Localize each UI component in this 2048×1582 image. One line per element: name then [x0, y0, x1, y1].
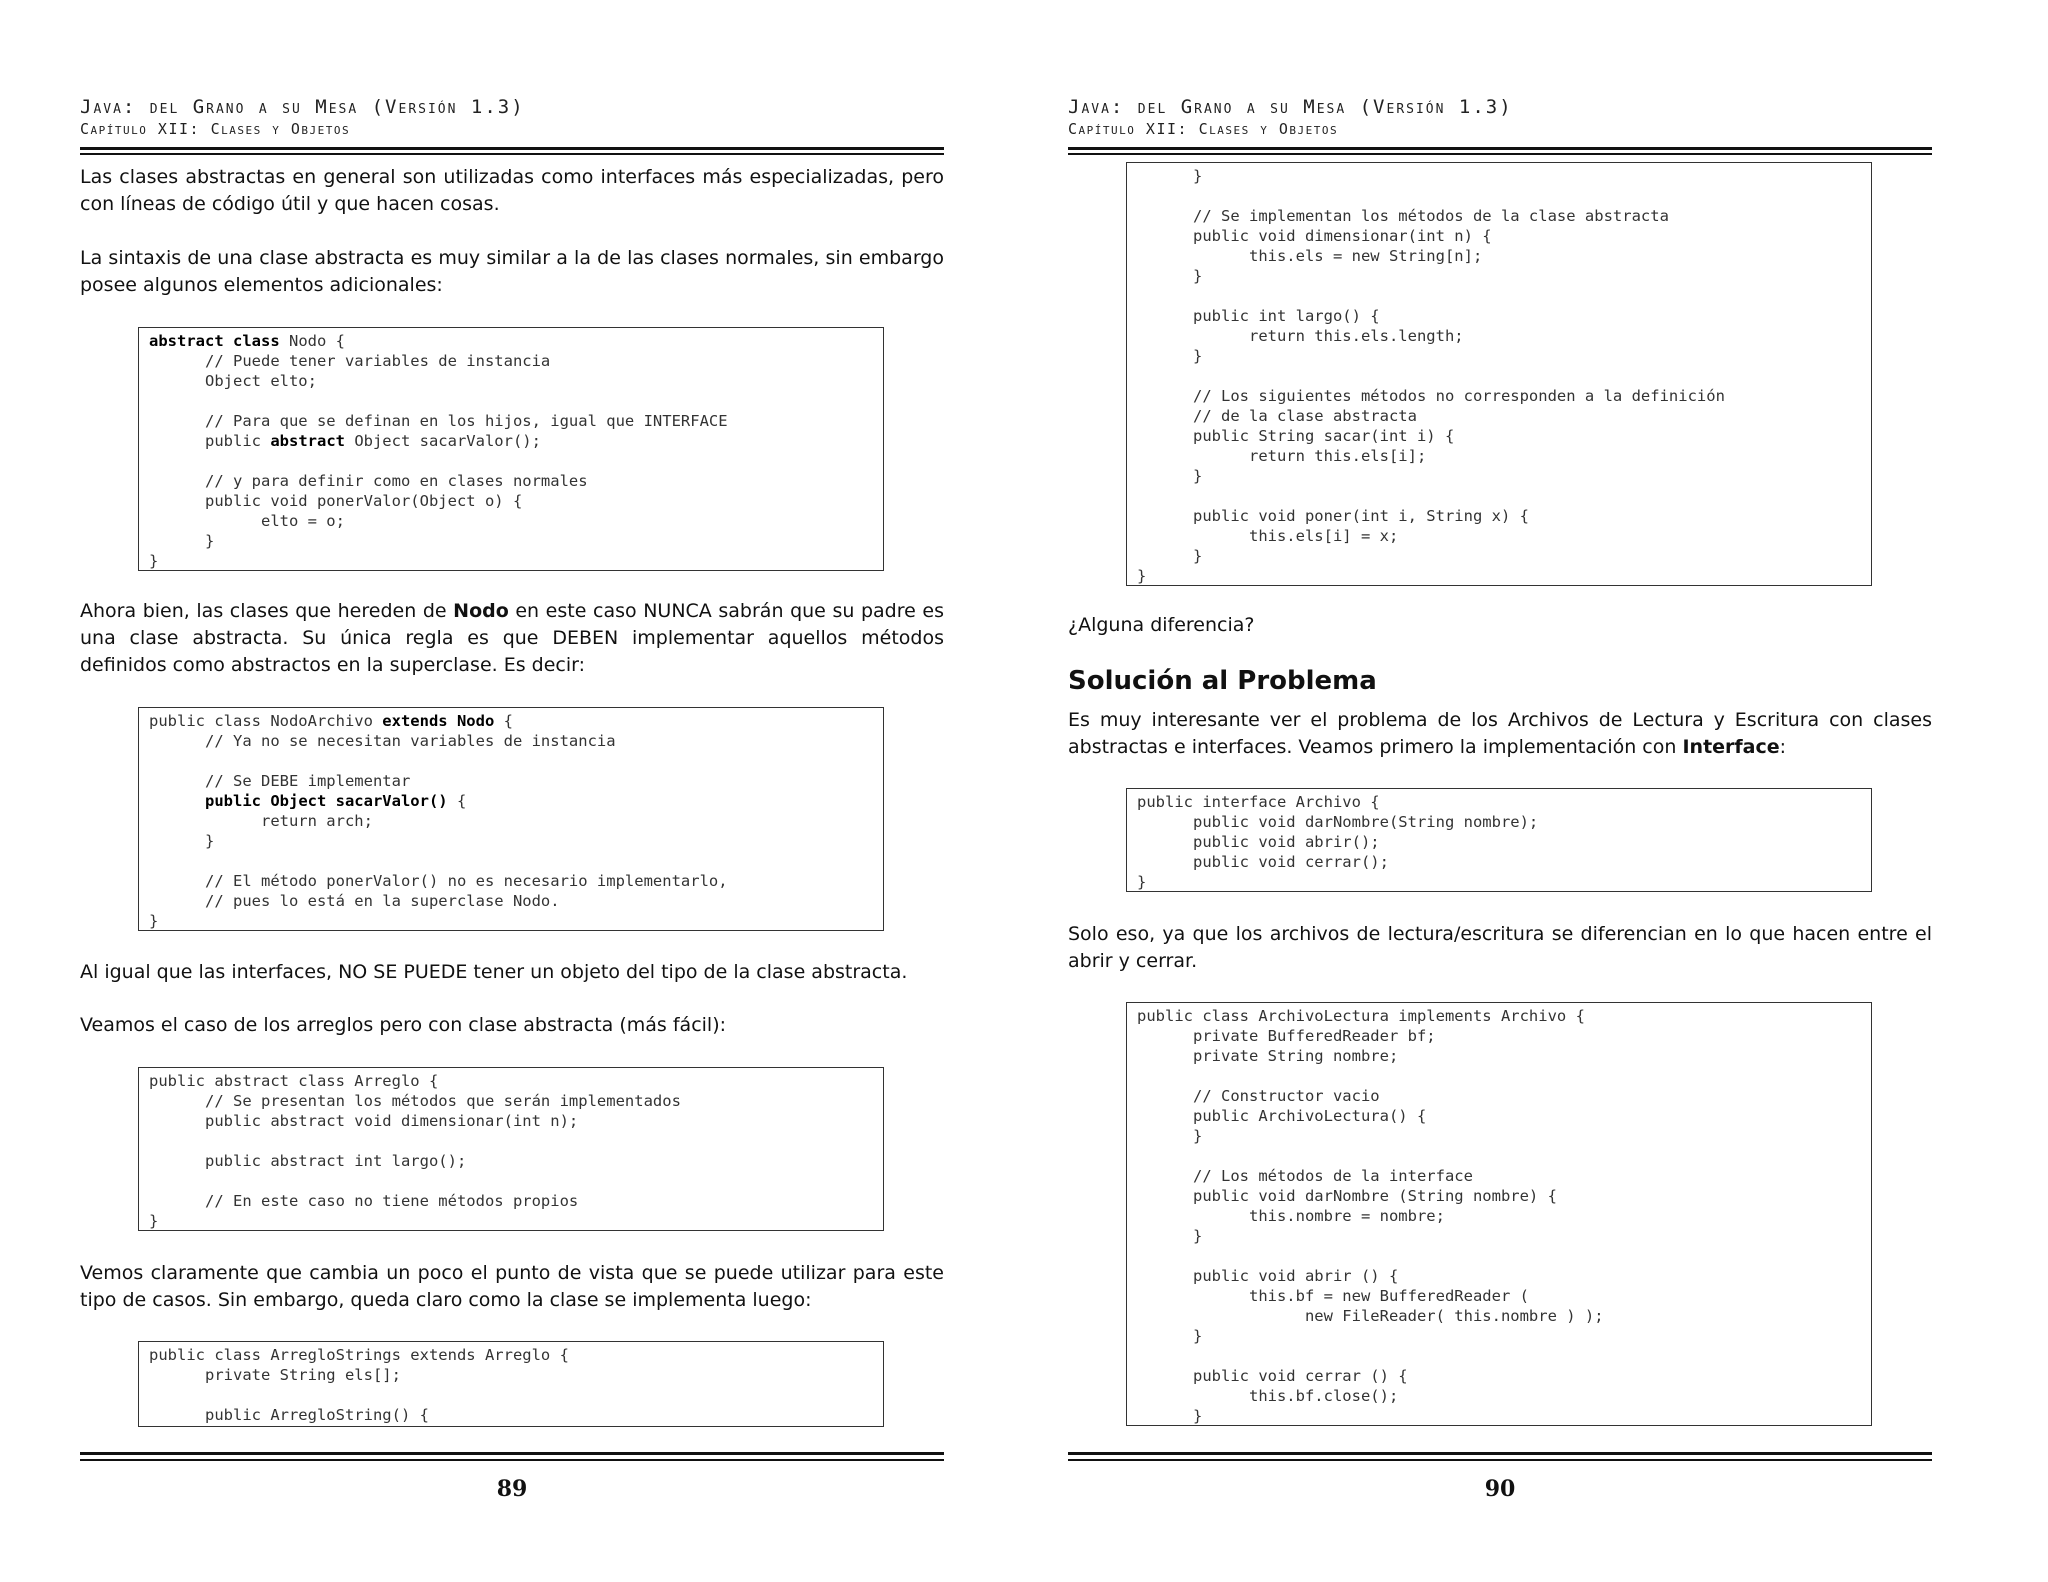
code-line: this.bf.close();: [1137, 1387, 1399, 1405]
code-line: [1137, 1346, 1861, 1366]
right-page: [1068, 0, 1932, 1582]
code-line: Object elto;: [149, 372, 317, 390]
footer-rule: [1068, 1452, 1932, 1455]
paragraph: Al igual que las interfaces, NO SE PUEDE tener un objeto del tipo de la clase abstracta.: [80, 961, 908, 983]
code-line: public void poner(int i, String x) {: [1137, 507, 1529, 525]
code-line: [1137, 286, 1861, 306]
bold-term: Interface: [1682, 736, 1780, 758]
code-block: [138, 1067, 884, 1231]
code-line: [1137, 1146, 1861, 1166]
page-number: 90: [1484, 1476, 1516, 1502]
code-line: this.nombre = nombre;: [1137, 1207, 1445, 1225]
chapter-title: Capítulo XII: Clases y Objetos: [1068, 120, 1339, 138]
code-line: }: [149, 832, 215, 850]
paragraph: Las clases abstractas en general son utilizadas como interfaces más especializadas, pero con líneas de código útil y que hacen cosas.: [80, 166, 944, 215]
code-line: public void ponerValor(Object o) {: [149, 492, 523, 510]
code-line: this.els[i] = x;: [1137, 527, 1399, 545]
code-line: public void abrir () {: [1137, 1267, 1399, 1285]
code-line: }: [1137, 567, 1147, 585]
code-line: // Se presentan los métodos que serán implementados: [149, 1092, 681, 1110]
code-line: }: [149, 1212, 159, 1230]
code-line: // El método ponerValor() no es necesario implementarlo,: [149, 872, 728, 890]
left-page: [80, 0, 944, 1582]
footer-rule-thin: [80, 1459, 944, 1461]
code-line: // Se DEBE implementar: [149, 772, 411, 790]
code-line: [149, 1131, 873, 1151]
code-line: private BufferedReader bf;: [1137, 1027, 1436, 1045]
code-line: // Se implementan los métodos de la clase abstracta: [1137, 207, 1669, 225]
code-line: // Puede tener variables de instancia: [149, 352, 551, 370]
code-line: private String nombre;: [1137, 1047, 1399, 1065]
code-line: public abstract Object sacarValor();: [149, 432, 541, 450]
code-line: [1137, 1246, 1861, 1266]
code-line: [1137, 366, 1861, 386]
code-line: public void cerrar();: [1137, 853, 1389, 871]
code-line: public abstract void dimensionar(int n);: [149, 1112, 579, 1130]
code-line: [1137, 486, 1861, 506]
code-line: }: [149, 912, 159, 930]
code-block: [138, 707, 884, 931]
code-line: [1137, 186, 1861, 206]
code-line: [149, 851, 873, 871]
section-heading: Solución al Problema: [1068, 666, 1377, 696]
code-line: }: [1137, 347, 1203, 365]
code-line: }: [1137, 1127, 1203, 1145]
code-line: private String els[];: [149, 1366, 401, 1384]
book-title: Java: del Grano a su Mesa (Versión 1.3): [80, 96, 525, 118]
code-line: // Para que se definan en los hijos, igual que INTERFACE: [149, 412, 728, 430]
page-number: 89: [496, 1476, 528, 1502]
code-line: public interface Archivo {: [1137, 793, 1380, 811]
code-line: return this.els.length;: [1137, 327, 1464, 345]
code-line: this.els = new String[n];: [1137, 247, 1483, 265]
code-line: }: [149, 552, 159, 570]
code-line: [149, 751, 873, 771]
footer-rule-thin: [1068, 1459, 1932, 1461]
code-line: public ArchivoLectura() {: [1137, 1107, 1427, 1125]
code-line: public abstract class Arreglo {: [149, 1072, 439, 1090]
code-line: public abstract int largo();: [149, 1152, 467, 1170]
code-line: }: [1137, 1227, 1203, 1245]
code-line: }: [1137, 1327, 1203, 1345]
code-line: this.bf = new BufferedReader (: [1137, 1287, 1529, 1305]
code-line: // En este caso no tiene métodos propios: [149, 1192, 579, 1210]
code-line: }: [1137, 873, 1147, 891]
question-text: ¿Alguna diferencia?: [1068, 614, 1255, 636]
code-line: [149, 1385, 873, 1405]
code-block: [138, 327, 884, 571]
header-rule: [80, 147, 944, 150]
paragraph: Es muy interesante ver el problema de los Archivos de Lectura y Escritura con clases abstractas e interfaces. Veamos primero la implementación con Interface:: [1068, 709, 1932, 758]
code-line: }: [1137, 267, 1203, 285]
code-block: [138, 1341, 884, 1427]
code-line: public void abrir();: [1137, 833, 1380, 851]
chapter-title: Capítulo XII: Clases y Objetos: [80, 120, 351, 138]
code-line: // Los métodos de la interface: [1137, 1167, 1473, 1185]
code-line: public class ArregloStrings extends Arreglo {: [149, 1346, 569, 1364]
code-line: public void darNombre(String nombre);: [1137, 813, 1539, 831]
bold-term: Nodo: [453, 600, 509, 622]
code-line: public class ArchivoLectura implements Archivo {: [1137, 1007, 1585, 1025]
code-line: [149, 1171, 873, 1191]
code-line: // y para definir como en clases normales: [149, 472, 588, 490]
code-line: public void darNombre (String nombre) {: [1137, 1187, 1557, 1205]
paragraph: Solo eso, ya que los archivos de lectura/escritura se diferencian en lo que hacen entre el abrir y cerrar.: [1068, 923, 1932, 972]
code-line: abstract class Nodo {: [149, 332, 345, 350]
code-line: // pues lo está en la superclase Nodo.: [149, 892, 560, 910]
code-line: return this.els[i];: [1137, 447, 1427, 465]
code-line: public void dimensionar(int n) {: [1137, 227, 1492, 245]
code-line: [149, 451, 873, 471]
code-block: [1126, 1002, 1872, 1426]
code-line: return arch;: [149, 812, 373, 830]
code-line: public ArregloString() {: [149, 1406, 429, 1424]
code-line: }: [1137, 467, 1203, 485]
header-rule: [1068, 147, 1932, 150]
code-line: }: [1137, 167, 1203, 185]
header-rule-thin: [1068, 153, 1932, 155]
code-line: }: [1137, 547, 1203, 565]
footer-rule: [80, 1452, 944, 1455]
paragraph: Veamos el caso de los arreglos pero con clase abstracta (más fácil):: [80, 1014, 727, 1036]
code-line: public class NodoArchivo extends Nodo {: [149, 712, 513, 730]
paragraph: Ahora bien, las clases que hereden de Nodo en este caso NUNCA sabrán que su padre es una clase abstracta. Su única regla es que DEBEN implementar aquellos métodos definidos como abstractos en la superclase. Es decir:: [80, 600, 944, 676]
code-line: [149, 391, 873, 411]
code-block: [1126, 162, 1872, 586]
code-line: public void cerrar () {: [1137, 1367, 1408, 1385]
code-line: [1137, 1066, 1861, 1086]
code-line: elto = o;: [149, 512, 345, 530]
code-line: // Los siguientes métodos no corresponden a la definición: [1137, 387, 1725, 405]
code-line: new FileReader( this.nombre ) );: [1137, 1307, 1604, 1325]
code-line: }: [149, 532, 215, 550]
header-rule-thin: [80, 153, 944, 155]
code-line: // Ya no se necesitan variables de instancia: [149, 732, 616, 750]
code-line: public Object sacarValor() {: [205, 792, 467, 810]
code-line: // de la clase abstracta: [1137, 407, 1417, 425]
code-line: public int largo() {: [1137, 307, 1380, 325]
book-title: Java: del Grano a su Mesa (Versión 1.3): [1068, 96, 1513, 118]
code-line: // Constructor vacio: [1137, 1087, 1380, 1105]
code-line: public String sacar(int i) {: [1137, 427, 1455, 445]
code-line: }: [1137, 1407, 1203, 1425]
paragraph: La sintaxis de una clase abstracta es muy similar a la de las clases normales, sin embargo posee algunos elementos adicionales:: [80, 247, 944, 296]
code-block: [1126, 788, 1872, 892]
paragraph: Vemos claramente que cambia un poco el punto de vista que se puede utilizar para este tipo de casos. Sin embargo, queda claro como la clase se implementa luego:: [80, 1262, 944, 1311]
